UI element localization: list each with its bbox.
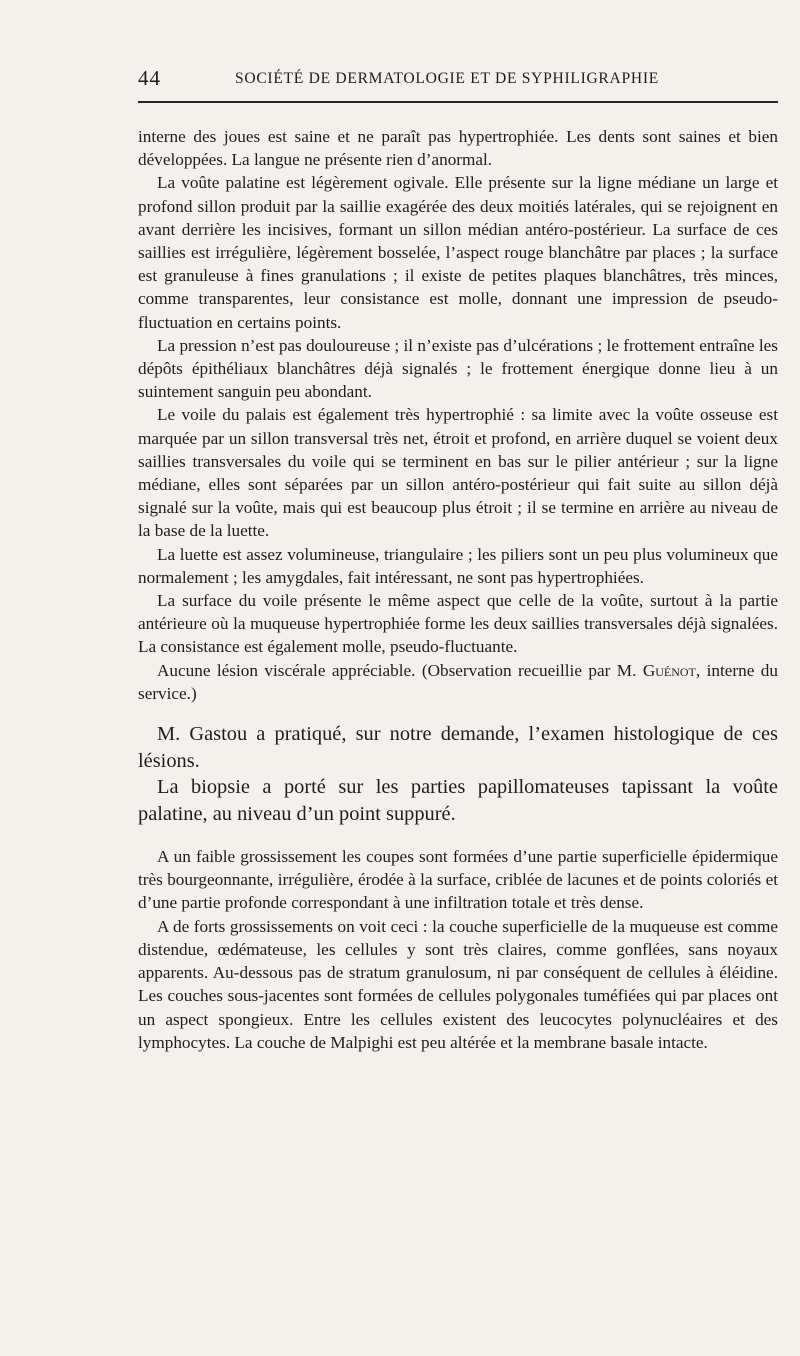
body-paragraph: La pression n’est pas douloureuse ; il n’existe pas d’ulcérations ; le frottement entraîne les dépôts épithéliaux blanchâtres déjà signalés ; le frottement énergique donne lieu à un suintement sanguin peu abondant. (138, 335, 778, 402)
body-paragraph: Le voile du palais est également très hypertrophié : sa limite avec la voûte osseuse est marquée par un sillon transversal très net, étroit et profond, en arrière duquel se voient deux saillies transversales du voile qui se terminent en bas sur le pilier antérieur ; sur la ligne médiane, elles sont séparées par un sillon antéro-postérieur qui fait suite au sillon déjà signalé sur la voûte, mais qui est beaucoup plus étroit ; il se termine en arrière au niveau de la base de la luette. (138, 405, 778, 541)
page-number: 44 (138, 66, 161, 90)
observation-text: Aucune lésion viscérale appréciable. (Observation recueillie par M. (157, 660, 643, 680)
running-title: SOCIÉTÉ DE DERMATOLOGIE ET DE SYPHILIGRAPHIE (235, 70, 659, 87)
histology-intro-section (138, 721, 778, 827)
body-paragraph: interne des joues est saine et ne paraît pas hypertrophiée. Les dents sont saines et bien développées. La langue ne présente rien d’anormal. (138, 127, 778, 170)
observation-paragraph (138, 659, 778, 705)
observation-text-end: , interne du service.) (138, 660, 778, 703)
histology-intro-paragraph: La biopsie a porté sur les parties papillomateuses tapissant la voûte palatine, au niveau d’un point suppuré. (138, 776, 778, 825)
histology-paragraph: A un faible grossissement les coupes sont formées d’une partie superficielle épidermique très bourgeonnante, irrégulière, érodée à la surface, criblée de lacunes et de points coloriés et d’une partie profonde correspondant à une infiltration totale et très dense. (138, 847, 778, 913)
observer-name: Guénot (642, 660, 696, 680)
histology-intro-paragraph: M. Gastou a pratiqué, sur notre demande, l’examen histologique de ces lésions. (138, 723, 778, 772)
histology-findings-section (138, 845, 778, 1054)
article-body (138, 125, 778, 1054)
header-rule (138, 101, 778, 103)
body-paragraph: La voûte palatine est légèrement ogivale. Elle présente sur la ligne médiane un large et profond sillon produit par la saillie exagérée des deux moitiés latérales, qui se rejoignent en avant derrière les incisives, formant un sillon médian antéro-postérieur. La surface de ces saillies est irrégulière, légèrement bosselée, l’aspect rouge blanchâtre par places ; la surface est granuleuse à fines granulations ; il existe de petites plaques blanchâtres, très minces, comme transparentes, leur consistance est molle, donnant une impression de pseudo-fluctuation en certains points. (138, 173, 778, 332)
histology-paragraph: A de forts grossissements on voit ceci : la couche superficielle de la muqueuse est comme distendue, œdémateuse, les cellules y sont très claires, comme gonflées, sans noyaux apparents. Au-dessous pas de stratum granulosum, ni par conséquent de cellules à éléidine. Les couches sous-jacentes sont formées de cellules polygonales tuméfiées qui par places ont un aspect spongieux. Entre les cellules existent des leucocytes polynucléaires et des lymphocytes. La couche de Malpighi est peu altérée et la membrane basale intacte. (138, 916, 778, 1052)
document-page (138, 60, 782, 1052)
page-header (138, 60, 782, 100)
body-paragraph: La surface du voile présente le même aspect que celle de la voûte, surtout à la partie antérieure où la muqueuse hypertrophiée forme les deux saillies transversales déjà signalées. La consistance est également molle, pseudo-fluctuante. (138, 591, 778, 657)
body-paragraph: La luette est assez volumineuse, triangulaire ; les piliers sont un peu plus volumineux que normalement ; les amygdales, fait intéressant, ne sont pas hypertrophiées. (138, 544, 778, 587)
